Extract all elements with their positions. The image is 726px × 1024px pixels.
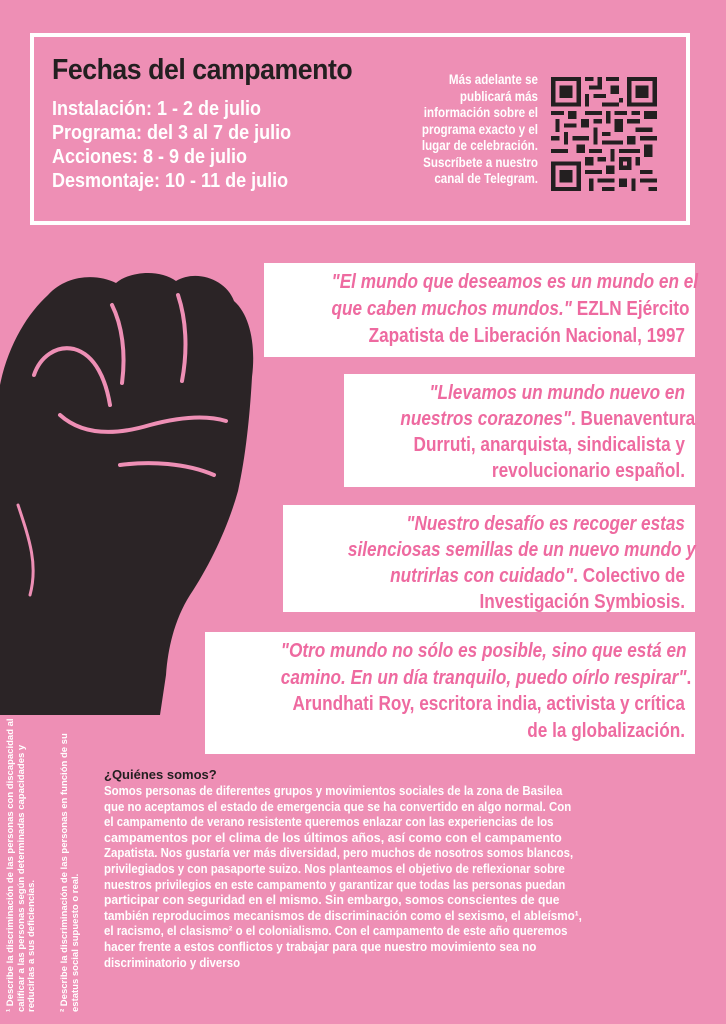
quote-line: Arundhati Roy, escritora india, activista y crítica (292, 693, 685, 715)
quote-line: Investigación Symbiosis. (479, 591, 685, 613)
quote-line: nutrirlas con cuidado". Colectivo de (390, 565, 685, 587)
footnote-line: estatus social supuesto o real. (69, 873, 81, 1012)
about-line: el campamento de verano resistente queremos enlazar con las experiencias de los (104, 814, 554, 830)
footnote-line: ¹ Describe la discriminación de las personas con discapacidad al (5, 718, 16, 1012)
footnote-line: calificar a las personas según determinadas capacidades y (15, 744, 27, 1012)
quote-line: "Otro mundo no sólo es posible, sino que está en (280, 640, 687, 662)
quote-ezln (264, 263, 699, 357)
quote-symbiosis (283, 505, 695, 612)
quote-line: Zapatista de Liberación Nacional, 1997 (368, 325, 685, 347)
footnote-ableism (6, 718, 38, 1012)
camp-dates-list (52, 97, 318, 193)
info-line: Suscríbete a nuestro (423, 154, 538, 170)
about-heading: ¿Quiénes somos? (104, 767, 217, 782)
about-line: privilegiados y con pasaporte suizo. Nos planteamos el objetivo de reflexionar sobre (104, 860, 565, 876)
footnote-line: reducirlas a sus deficiencias. (26, 879, 37, 1012)
quote-line: que caben muchos mundos." EZLN Ejército (331, 298, 690, 320)
info-line: canal de Telegram. (434, 171, 538, 186)
date-program: Programa: del 3 al 7 de julio (52, 122, 292, 144)
quote-line: "Nuestro desafío es recoger estas (406, 513, 685, 535)
footnote-line: ² Describe la discriminación de las personas en función de su (59, 733, 70, 1012)
about-line: discriminatorio y diverso (104, 954, 241, 970)
about-line: Somos personas de diferentes grupos y movimientos sociales de la zona de Basilea (104, 783, 563, 798)
quote-durruti (344, 374, 695, 487)
info-line: información sobre el (423, 105, 538, 120)
quote-line: nuestros corazones". Buenaventura (400, 408, 696, 430)
about-line: el racismo, el clasismo² o el colonialismo. Con el campamento de este año queremos (104, 923, 568, 939)
about-line: también reproducimos mecanismos de discriminación como el sexismo, el ableísmo¹, (104, 907, 582, 923)
quote-line: Durruti, anarquista, sindicalista y (413, 434, 685, 456)
footnote-classism (60, 733, 81, 1012)
date-actions: Acciones: 8 - 9 de julio (52, 146, 248, 168)
about-line: participar con seguridad en el mismo. Sin embargo, somos conscientes de que (104, 892, 560, 908)
info-line: programa exacto y el (421, 121, 538, 137)
about-line: que no aceptamos el estado de emergencia que se ha convertido en algo normal. Con (104, 798, 572, 814)
telegram-qr-code-icon[interactable] (551, 77, 657, 191)
quote-line: revolucionario español. (491, 460, 685, 482)
info-line: Más adelante se (448, 72, 538, 87)
about-line: Zapatista. Nos gustaría ver más diversidad, pero muchos de nosotros somos blancos, (104, 845, 574, 861)
info-line: publicará más (459, 88, 538, 104)
camp-dates-title: Fechas del campamento (52, 54, 353, 86)
info-line: lugar de celebración. (421, 138, 538, 153)
about-text (104, 783, 687, 970)
quote-line: silenciosas semillas de un nuevo mundo y (347, 539, 696, 561)
quote-line: "El mundo que deseamos es un mundo en el (331, 271, 699, 293)
quote-line: camino. En un día tranquilo, puedo oírlo respirar". (280, 666, 692, 689)
date-install: Instalación: 1 - 2 de julio (52, 98, 262, 120)
about-line: nuestros privilegios en este campamento y garantizar que todas las personas puedan (104, 876, 566, 892)
quote-roy (205, 632, 695, 754)
about-line: hacer frente a estos conflictos y trabajar para que nuestro movimiento sea no (104, 938, 537, 954)
about-line: campamentos por el clima de los últimos años, así como con el campamento (104, 829, 562, 845)
quote-line: de la globalización. (527, 719, 685, 742)
date-dismantle: Desmontaje: 10 - 11 de julio (52, 170, 289, 192)
quote-line: "Llevamos un mundo nuevo en (429, 382, 685, 404)
telegram-info (376, 72, 538, 188)
